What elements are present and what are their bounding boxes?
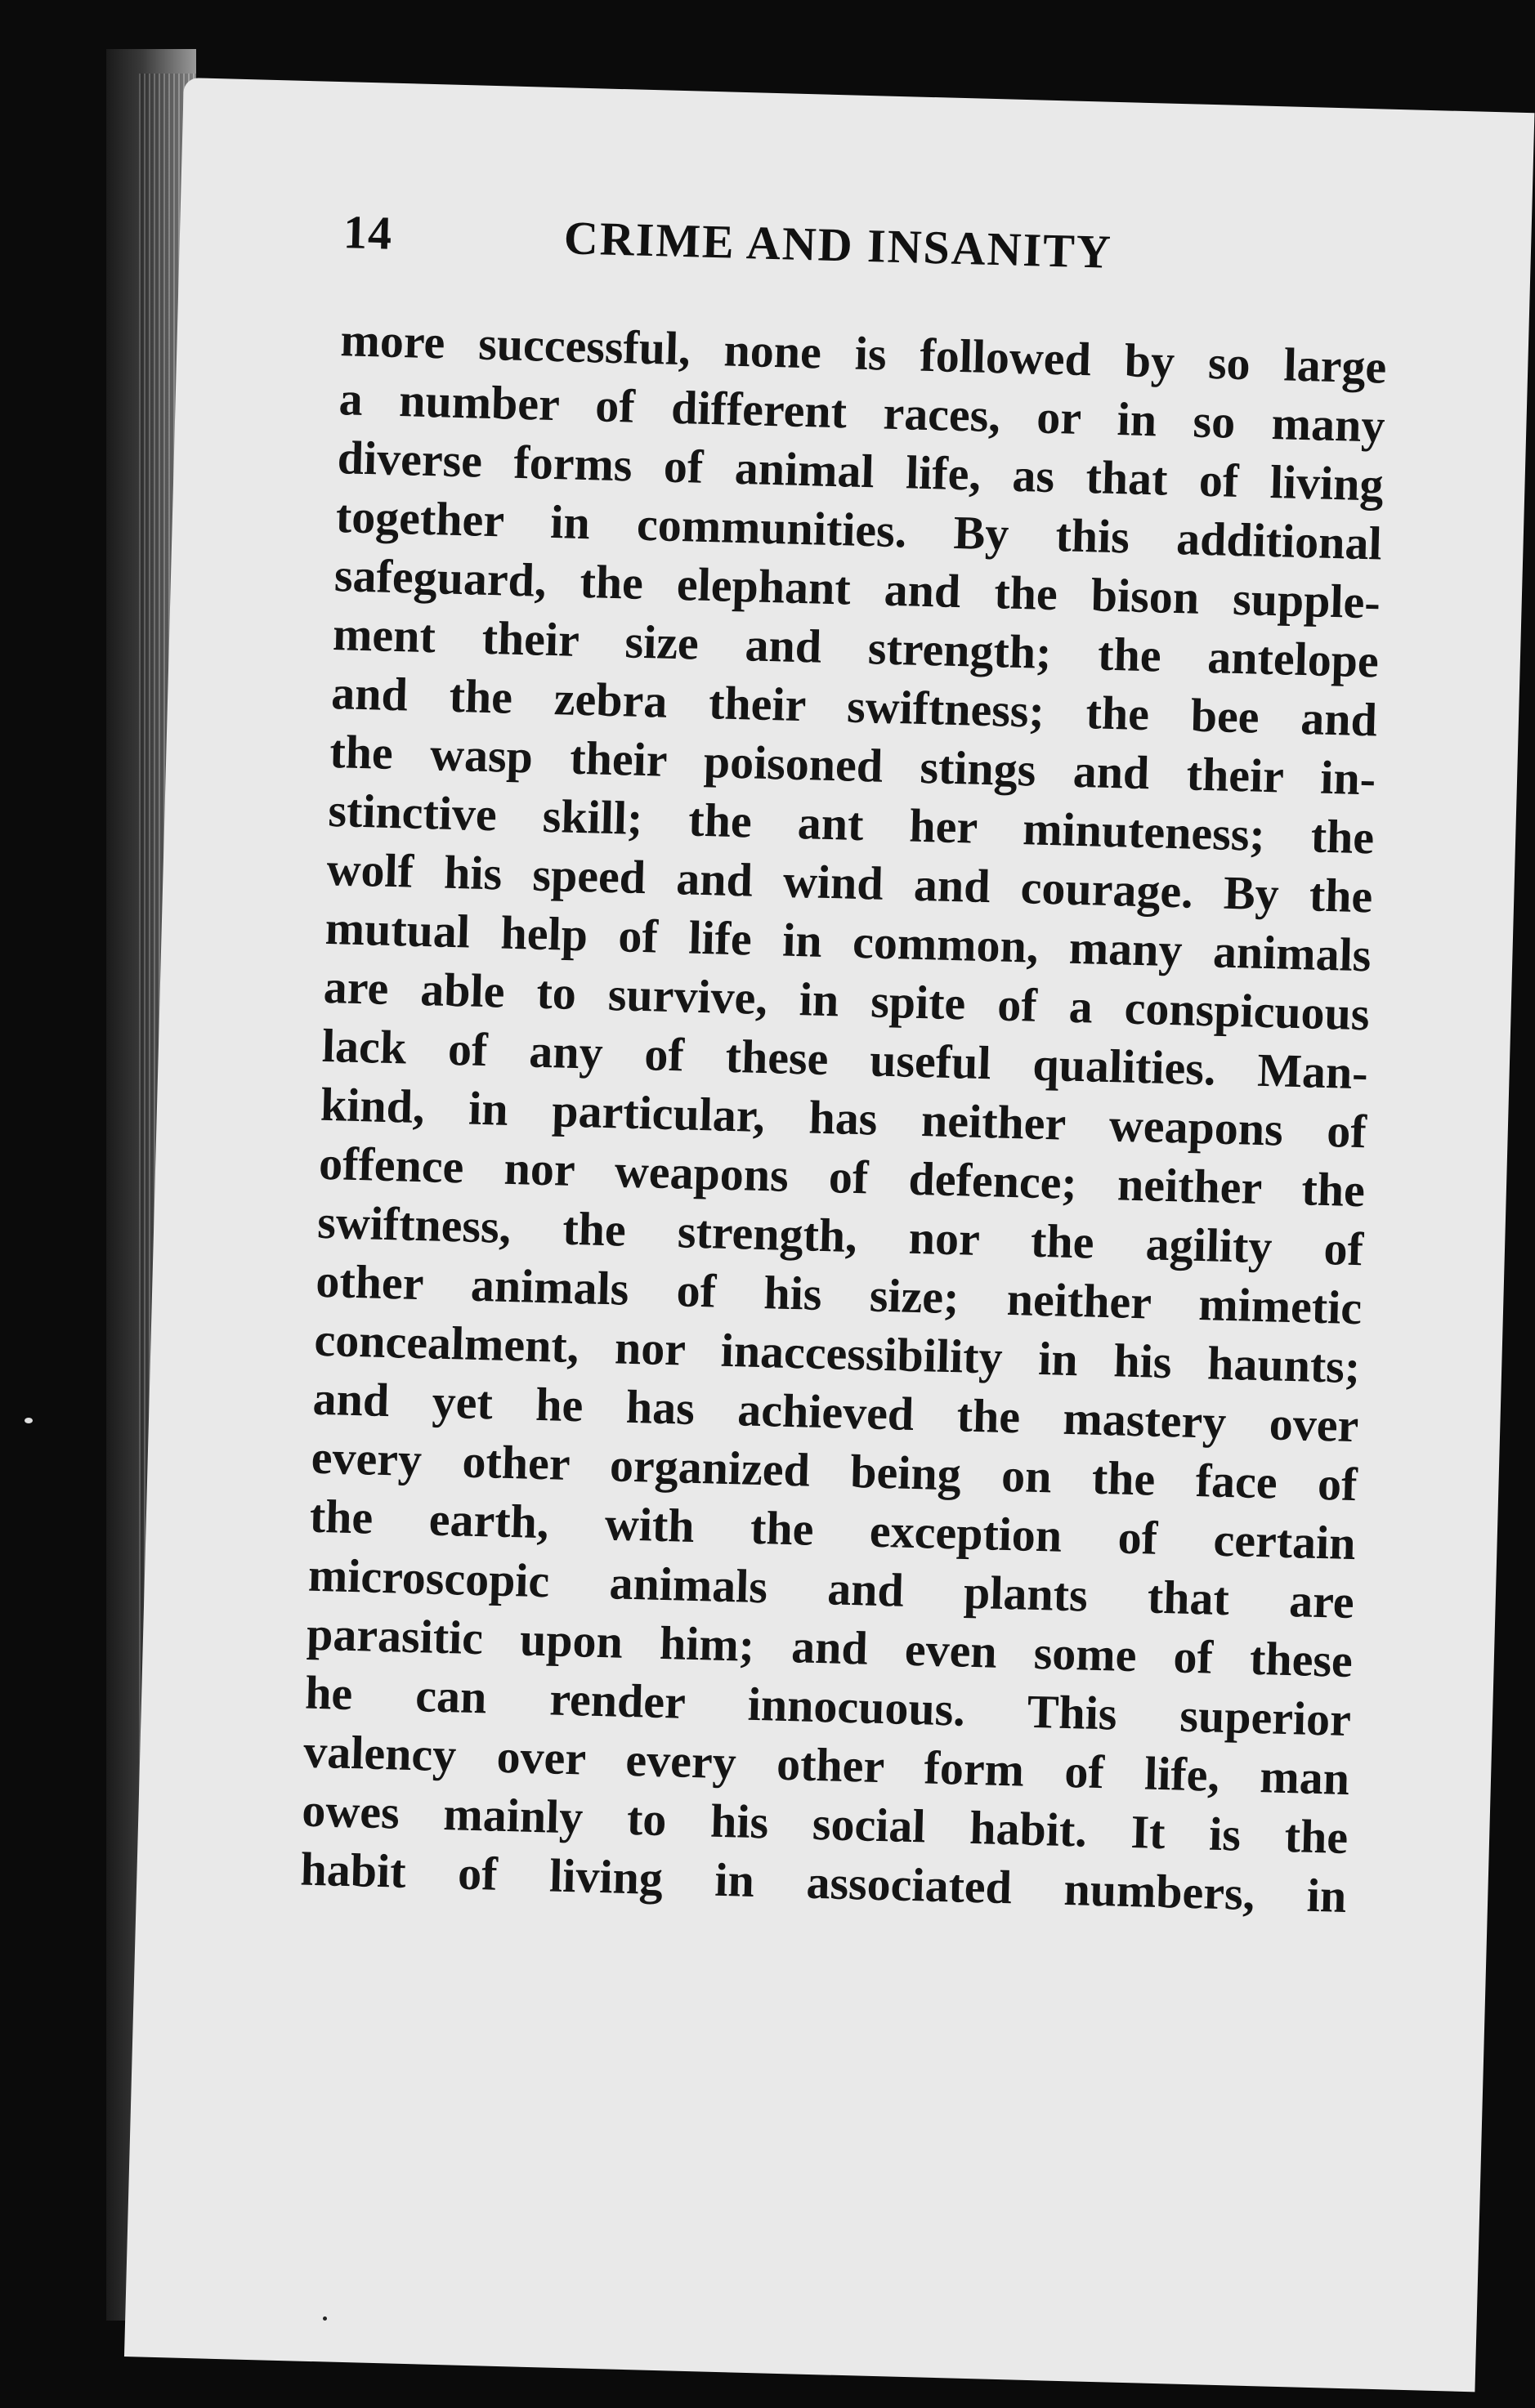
text-line: concealment, nor inaccessibility in his haunts;	[313, 1312, 1362, 1394]
text-line: other animals of his size; neither mimetic	[315, 1253, 1363, 1335]
text-line: are able to survive, in spite of a conspicuous	[323, 959, 1371, 1041]
text-line: ment their size and strength; the antelope	[332, 607, 1380, 688]
text-line: together in communities. By this additional	[335, 489, 1383, 570]
text-line: the earth, with the exception of certain	[309, 1489, 1357, 1570]
text-line: owes mainly to his social habit. It is the	[301, 1783, 1349, 1865]
text-line: kind, in particular, has neither weapons of	[320, 1077, 1367, 1159]
text-line: the wasp their poisoned stings and their in-	[329, 724, 1376, 806]
text-line: lack of any of these useful qualities. Man-	[321, 1018, 1369, 1100]
text-line: he can render innocuous. This superior	[304, 1665, 1352, 1747]
page-header	[342, 204, 1390, 297]
text-line: every other organized being on the face of	[311, 1430, 1358, 1512]
text-line: microscopic animals and plants that are	[307, 1548, 1355, 1629]
text-line: swiftness, the strength, nor the agility of	[316, 1195, 1364, 1276]
body-text	[300, 310, 1387, 1926]
text-line: parasitic upon him; and even some of these	[306, 1606, 1354, 1688]
page-number: 14	[342, 205, 393, 260]
text-line: habit of living in associated numbers, in	[299, 1842, 1348, 1923]
text-line: offence nor weapons of defence; neither the	[318, 1136, 1366, 1217]
page-content	[300, 204, 1390, 1926]
text-line: and yet he has achieved the mastery over	[311, 1371, 1360, 1453]
scan-speck	[323, 2316, 327, 2321]
text-line: valency over every other form of life, man	[302, 1724, 1350, 1806]
text-line: mutual help of life in common, many animals	[324, 900, 1372, 982]
text-line: safeguard, the elephant and the bison supple-	[333, 548, 1381, 629]
text-line: a number of different races, or in so many	[338, 372, 1386, 453]
book-page	[124, 78, 1534, 2392]
text-line: diverse forms of animal life, as that of living	[337, 431, 1385, 512]
text-line: wolf his speed and wind and courage. By the	[325, 842, 1374, 923]
text-line: stinctive skill; the ant her minuteness; the	[327, 783, 1376, 864]
text-line: more successful, none is followed by so large	[339, 313, 1388, 394]
scan-speck	[25, 1418, 33, 1423]
running-head: CRIME AND INSANITY	[563, 211, 1113, 279]
text-line: and the zebra their swiftness; the bee and	[330, 665, 1378, 747]
